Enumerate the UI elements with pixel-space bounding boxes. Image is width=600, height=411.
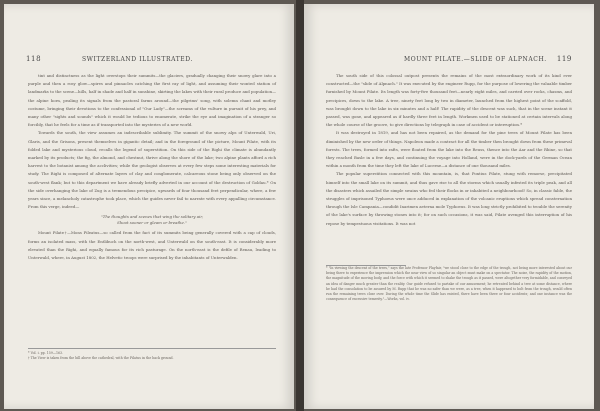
- left-footnote-2: † The View is taken from the hill above the cathedral, with the Pilatus in the back ground.: [28, 356, 174, 361]
- left-page: [4, 4, 294, 409]
- verse-quote: [28, 214, 276, 226]
- verse-line-1: "The thoughts and scenes that wing the solitary air,: [100, 214, 204, 220]
- right-page-header: [326, 56, 572, 66]
- right-page: [304, 4, 594, 409]
- left-footnote-1: * Vol. i. pp. 159—163.: [28, 351, 64, 355]
- left-paragraph-2: Towards the south, the view assumes an indescribable sublimity. The summit of the snowy alps of Unterwald, Uri, Glaris, and the Grisons, present themselves in gigantic detail; and in the foreground of the picture, Mount Pilate, with its folded lake and mysterious cloud, recalls the legend of superstition. On this side of the Righi the climate is abundantly marked by its products; the fig, the almond, and chestnut, thrive along the shore of the lake; two alpine plants afford a rich harvest to the botanist among the acclivities; while the geologist observes at every few steps some interesting materials for study. The Righi is composed of alternate layers of clay and conglomerate, calcareous stone being only observed on the south-west flank; but to this department we have already briefly adverted in our account of the destruction of Goldau.* On the side overhanging the lake of Zug is a tremendous precipice, upwards of four thousand feet perpendicular, where, a few years since, a melancholy catastrophe took place, which the guides never fail to narrate with every appalling circumstance. From this verge, indeed—: [28, 130, 276, 210]
- right-footnote-1: * "In viewing the descent of the trees," says the late Professor Playfair, "we stood close to the edge of the trough, not being more interested about our being there to experience the impression which the near view of so singular an object must make on a spectator. The noise, the rapidity of the motion, the magnitude of the moving body, and the force with which it seemed to shake the trough as it passed, were altogether very formidable, and conveyed an idea of danger much greater than the reality. Our guide refused to partake of our amusement; he retreated behind a tree at some distance, where he had the consolation to be assured by M. Rupp that he was no safer than we were, as a tree, when it happened to bolt from the trough, would often run the remaining trees close over. During the whole time the Slide has existed, there have been three or four accidents; and one instance was the consequence of excessive temerity."—Works, vol. iv.: [326, 266, 572, 302]
- right-page-number: 119: [556, 55, 572, 63]
- left-paragraph-1: tint and distinctness as the light overstops their summits—the glaciers, gradually changing their snowy glare into a purple and then a rosy glow—spires and pinnacles catching the first ray of light, and assuming their wonted station of landmarks to the scene—hills, half in shade and half in sunshine, skirting the lakes with their rural produce and population—the alpine horn, pealing its signals from the pastoral farms around—the pilgrims' song, with solemn chant and motley costume, bringing their devotions to the confessional of "Our Lady"—the screams of the vulture in pursuit of his prey, and many other "sights and sounds" which it would be tedious to enumerate, strike the eye and imagination of a stranger so forcibly, that he feels for a time as if transported into the mysteries of a new world.: [28, 73, 276, 128]
- right-page-body: [326, 72, 572, 228]
- left-page-body: [28, 72, 276, 262]
- right-paragraph-1: The south side of this colossal outpost presents the remains of the most extraordinary work of its kind ever constructed—the "slide of Alpnach." It was executed by the engineer Rupp, for the purpose of lowering the valuable timber furnished by Mount Pilate. Its length was forty-five thousand feet—nearly eight miles, and carried over rocks, chasms, and precipices, down to the lake. A tree, ninety feet long by two in diameter, launched from the highest point of the scaffold, was brought down to the lake in six minutes and a half! The rapidity of the descent was such, that in the scene instant it passed, was gone, and appeared as if hardly three feet in length. Workmen used to be stationed at certain intervals along the whole course of the groove, to give directions by telegraph in case of accident or interruption.*: [326, 73, 572, 128]
- left-paragraph-3: Mount Pilate†—Mons Pileatus—so called from the fact of its summits being generally covered with a cap of clouds, forms an isolated mass, with the Entlibuch on the north-west, and Unterwald on the south-east. It is considerably more elevated than the Righi, and equally famous for its rich pasturage. On the north-east is the defile of Renau, leading to Unterwald, where, in August 1802, the Helvetic troops were surprised by the inhabitants of Unterwalden.: [28, 230, 276, 261]
- right-paragraph-3: The popular superstition connected with this mountain, is, that Pontius Pilate, stung with remorse, precipitated himself into the small lake on its summit, and thus gave rise to all the storms which usually infested its triple peak, and all the disasters which assailed the simple swains who fed their flocks in or inhabited a neighbourhood! So, in classic fable, the struggles of imprisoned Typhoeus were once adduced in explanation of the volcanic eruptions which spread consternation through the Isle Campania—condidit Inarimen aeterna mole Typhoeus. It was long strictly prohibited to trouble the serenity of the lake's surface by throwing stones into it; for on such occasions, it was said, Pilate avenged this interruption of his repose by tempestuous visitations. It was not: [326, 171, 572, 226]
- left-page-number: 118: [26, 55, 42, 63]
- book-gutter: [296, 0, 304, 411]
- right-paragraph-2: It was destroyed in 1819, and has not been repaired, as the demand for the pine trees of Mount Pilate has been diminished by the new order of things. Napoleon made a contract for all the timber then brought down from these primeval forests. The trees, formed into rafts, were floated from the lake into the Reuss, thence into the Aar and the Rhine, so that they reached Basle in a few days, and continuing the voyage into Holland, were in the dock-yards of the German Ocean within a month from the time they left the lake of Lucerne—a distance of one thousand miles.: [326, 130, 572, 169]
- left-footnotes: [28, 348, 276, 361]
- left-running-head: SWITZERLAND ILLUSTRATED.: [82, 56, 193, 63]
- right-running-head: MOUNT PILATE.—SLIDE OF ALPNACH.: [404, 56, 547, 63]
- verse-line-2: Shoot sooner or gleam or breathe.": [117, 220, 187, 226]
- right-footnotes: [326, 266, 572, 302]
- left-page-header: [26, 55, 272, 66]
